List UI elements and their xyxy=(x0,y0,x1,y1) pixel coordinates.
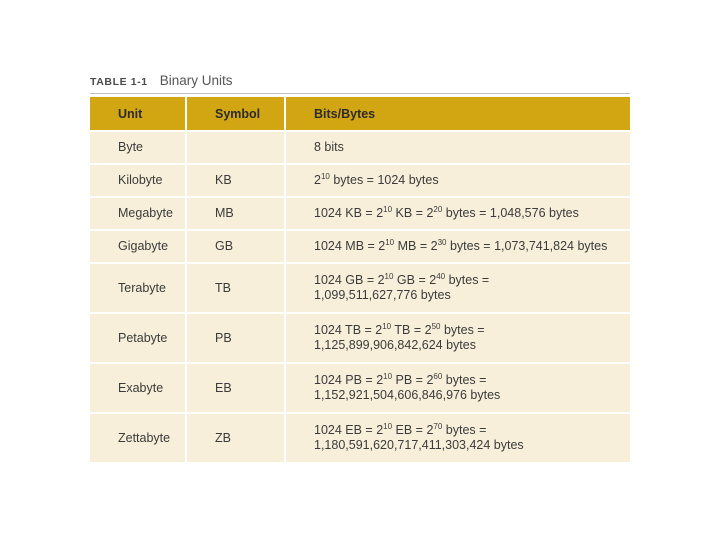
exponent: 10 xyxy=(383,204,393,214)
cell-line xyxy=(314,423,630,438)
text-segment: 1024 GB = 2 xyxy=(314,273,385,287)
exponent: 10 xyxy=(320,171,330,181)
table-body xyxy=(90,130,630,462)
binary-units-table xyxy=(90,97,630,462)
text-segment: 1,125,899,906,842,624 bytes xyxy=(314,338,476,352)
text-segment: 1,152,921,504,606,846,976 bytes xyxy=(314,388,501,402)
cell-symbol: ZB xyxy=(187,412,286,462)
cell-symbol: KB xyxy=(187,163,286,196)
column-header-unit: Unit xyxy=(90,97,187,130)
cell-line xyxy=(314,273,630,288)
table-caption xyxy=(90,73,233,88)
cell-unit: Kilobyte xyxy=(90,163,187,196)
table-title: Binary Units xyxy=(159,73,233,88)
exponent: 10 xyxy=(383,371,393,381)
text-segment: 1,180,591,620,717,411,303,424 bytes xyxy=(314,438,524,452)
cell-bits-bytes xyxy=(286,130,630,163)
cell-bits-bytes xyxy=(286,262,630,312)
cell-bits-bytes xyxy=(286,163,630,196)
exponent: 70 xyxy=(433,421,443,431)
cell-unit: Exabyte xyxy=(90,362,187,412)
cell-bits-bytes xyxy=(286,362,630,412)
table-row xyxy=(90,163,630,196)
cell-symbol xyxy=(187,130,286,163)
table-row xyxy=(90,262,630,312)
text-segment: 1,099,511,627,776 bytes xyxy=(314,288,451,302)
table-row xyxy=(90,412,630,462)
cell-line xyxy=(314,173,630,188)
exponent: 10 xyxy=(385,237,395,247)
cell-symbol: PB xyxy=(187,312,286,362)
cell-line xyxy=(314,206,630,221)
text-segment: 1024 MB = 2 xyxy=(314,239,386,253)
exponent: 20 xyxy=(433,204,443,214)
cell-line xyxy=(314,438,630,453)
text-segment: bytes = 1,073,741,824 bytes xyxy=(446,239,608,253)
exponent: 30 xyxy=(437,237,447,247)
cell-line xyxy=(314,239,630,254)
table-row xyxy=(90,229,630,262)
text-segment: PB = 2 xyxy=(392,373,434,387)
exponent: 50 xyxy=(431,321,441,331)
exponent: 40 xyxy=(436,271,446,281)
text-segment: GB = 2 xyxy=(393,273,437,287)
cell-line xyxy=(314,373,630,388)
table-row xyxy=(90,362,630,412)
cell-line xyxy=(314,140,630,155)
cell-bits-bytes xyxy=(286,229,630,262)
cell-unit: Terabyte xyxy=(90,262,187,312)
exponent: 10 xyxy=(384,271,394,281)
cell-unit: Petabyte xyxy=(90,312,187,362)
text-segment: 2 xyxy=(314,173,321,187)
cell-symbol: TB xyxy=(187,262,286,312)
text-segment: MB = 2 xyxy=(394,239,438,253)
column-header-symbol: Symbol xyxy=(187,97,286,130)
column-header-bits: Bits/Bytes xyxy=(286,97,630,130)
text-segment: KB = 2 xyxy=(392,206,434,220)
text-segment: 1024 TB = 2 xyxy=(314,323,383,337)
cell-unit: Megabyte xyxy=(90,196,187,229)
text-segment: TB = 2 xyxy=(391,323,432,337)
table-row xyxy=(90,130,630,163)
table-header-row xyxy=(90,97,630,130)
table-number: TABLE 1-1 xyxy=(90,76,148,88)
text-segment: 1024 KB = 2 xyxy=(314,206,384,220)
exponent: 10 xyxy=(383,421,393,431)
cell-line xyxy=(314,288,630,303)
table-row xyxy=(90,312,630,362)
cell-unit: Gigabyte xyxy=(90,229,187,262)
table-row xyxy=(90,196,630,229)
cell-bits-bytes xyxy=(286,412,630,462)
cell-unit: Byte xyxy=(90,130,187,163)
cell-line xyxy=(314,388,630,403)
text-segment: bytes = xyxy=(440,323,485,337)
cell-symbol: EB xyxy=(187,362,286,412)
text-segment: EB = 2 xyxy=(392,423,434,437)
cell-symbol: MB xyxy=(187,196,286,229)
cell-symbol: GB xyxy=(187,229,286,262)
cell-line xyxy=(314,338,630,353)
text-segment: bytes = 1024 bytes xyxy=(329,173,439,187)
cell-unit: Zettabyte xyxy=(90,412,187,462)
caption-rule xyxy=(90,93,630,94)
text-segment: 1024 PB = 2 xyxy=(314,373,384,387)
text-segment: 8 bits xyxy=(314,140,344,154)
exponent: 60 xyxy=(433,371,443,381)
text-segment: bytes = xyxy=(445,273,490,287)
text-segment: bytes = xyxy=(442,373,487,387)
cell-line xyxy=(314,323,630,338)
text-segment: bytes = 1,048,576 bytes xyxy=(442,206,579,220)
text-segment: bytes = xyxy=(442,423,487,437)
exponent: 10 xyxy=(382,321,392,331)
text-segment: 1024 EB = 2 xyxy=(314,423,384,437)
cell-bits-bytes xyxy=(286,196,630,229)
cell-bits-bytes xyxy=(286,312,630,362)
